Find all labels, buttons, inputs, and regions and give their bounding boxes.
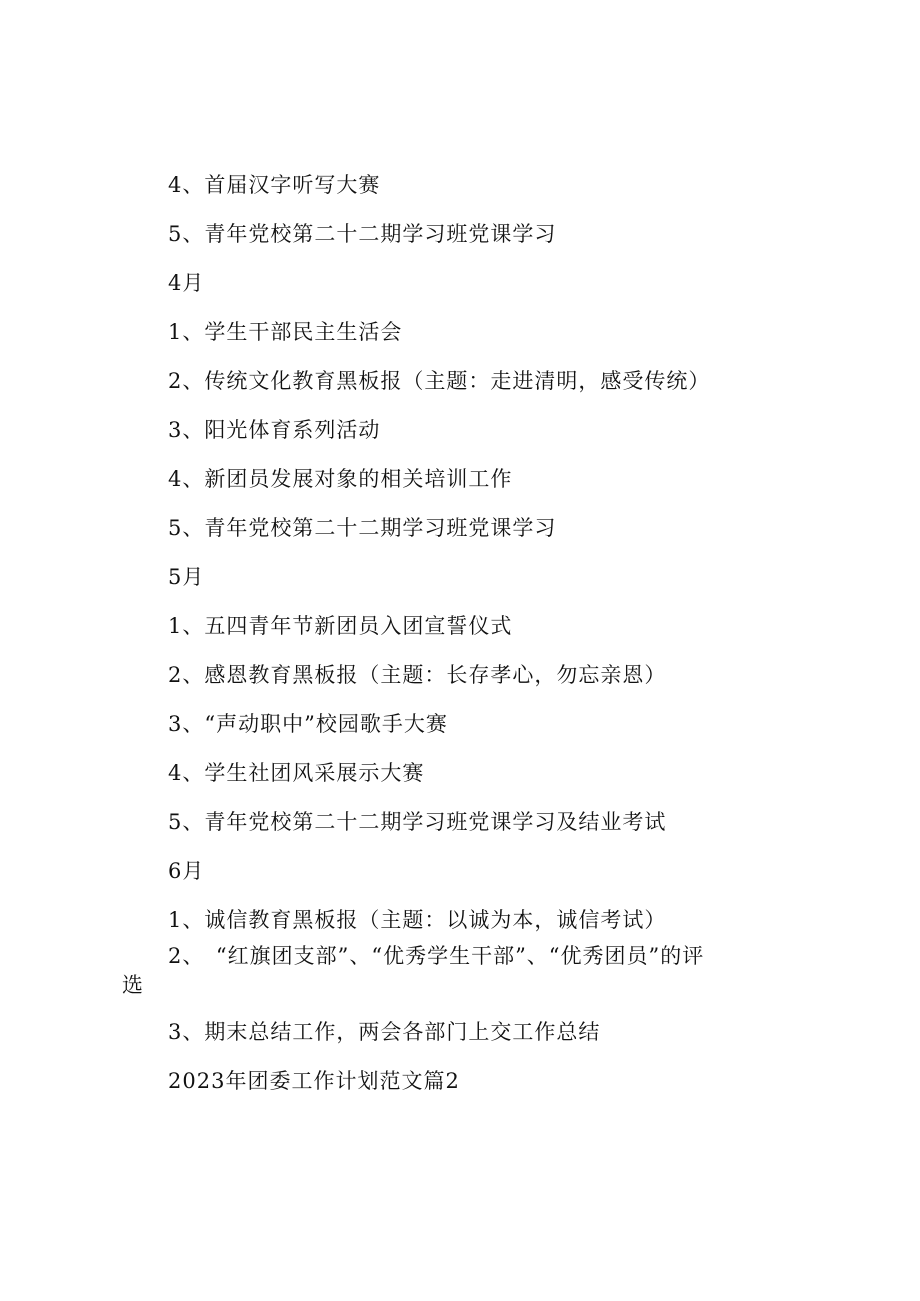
list-item-wrapped-second: 选 [122, 973, 143, 997]
list-item: 4、新团员发展对象的相关培训工作 [168, 467, 513, 491]
list-item-wrapped-first: 2、 “红旗团支部”、“优秀学生干部”、“优秀团员”的评 [168, 944, 705, 968]
list-item: 3、“声动职中”校园歌手大赛 [168, 712, 448, 736]
list-item: 1、诚信教育黑板报（主题：以诚为本，诚信考试） [168, 908, 667, 932]
section-heading: 2023年团委工作计划范文篇2 [168, 1069, 460, 1093]
list-item: 3、阳光体育系列活动 [168, 418, 381, 442]
list-item: 1、五四青年节新团员入团宣誓仪式 [168, 614, 513, 638]
month-heading: 5月 [168, 565, 205, 589]
month-heading: 4月 [168, 271, 205, 295]
list-item: 2、感恩教育黑板报（主题：长存孝心，勿忘亲恩） [168, 663, 667, 687]
list-item: 5、青年党校第二十二期学习班党课学习 [168, 222, 557, 246]
list-item: 5、青年党校第二十二期学习班党课学习 [168, 516, 557, 540]
list-item: 5、青年党校第二十二期学习班党课学习及结业考试 [168, 810, 667, 834]
list-item: 4、首届汉字听写大赛 [168, 173, 381, 197]
list-item: 3、期末总结工作，两会各部门上交工作总结 [168, 1020, 601, 1044]
list-item: 2、传统文化教育黑板报（主题：走进清明，感受传统） [168, 369, 711, 393]
list-item: 4、学生社团风采展示大赛 [168, 761, 425, 785]
month-heading: 6月 [168, 859, 205, 883]
list-item: 1、学生干部民主生活会 [168, 320, 403, 344]
